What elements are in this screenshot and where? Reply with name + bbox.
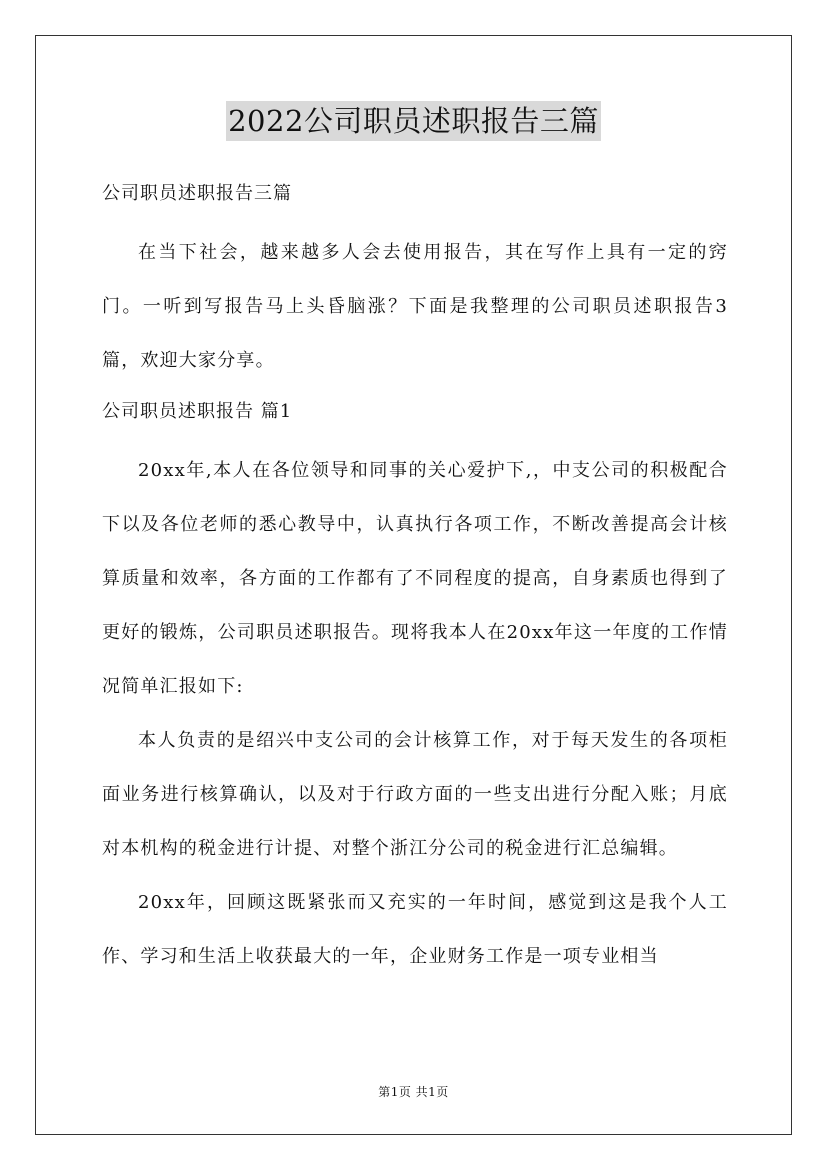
title-container	[0, 101, 827, 141]
document-body	[102, 172, 728, 984]
intro-paragraph: 在当下社会，越来越多人会去使用报告，其在写作上具有一定的窍门。一听到写报告马上头昏脑涨？下面是我整理的公司职员述职报告3篇，欢迎大家分享。	[102, 242, 728, 371]
document-subtitle: 公司职员述职报告三篇	[102, 183, 292, 204]
body-paragraph-1: 20xx年,本人在各位领导和同事的关心爱护下,，中支公司的积极配合下以及各位老师的悉心教导中，认真执行各项工作，不断改善提高会计核算质量和效率，各方面的工作都有了不同程度的提高，自身素质也得到了更好的锻炼，公司职员述职报告。现将我本人在20xx年这一年度的工作情况简单汇报如下:	[102, 460, 728, 697]
section-heading: 公司职员述职报告 篇1	[102, 401, 293, 422]
body-paragraph-3: 20xx年，回顾这既紧张而又充实的一年时间，感觉到这是我个人工作、学习和生活上收获最大的一年，企业财务工作是一项专业相当	[102, 892, 728, 967]
document-title: 2022公司职员述职报告三篇	[226, 101, 601, 141]
page-number: 第1页 共1页	[378, 1085, 449, 1099]
body-paragraph-2: 本人负责的是绍兴中支公司的会计核算工作，对于每天发生的各项柜面业务进行核算确认，以及对于行政方面的一些支出进行分配入账；月底对本机构的税金进行计提、对整个浙江分公司的税金进行汇总编辑。	[102, 730, 728, 859]
